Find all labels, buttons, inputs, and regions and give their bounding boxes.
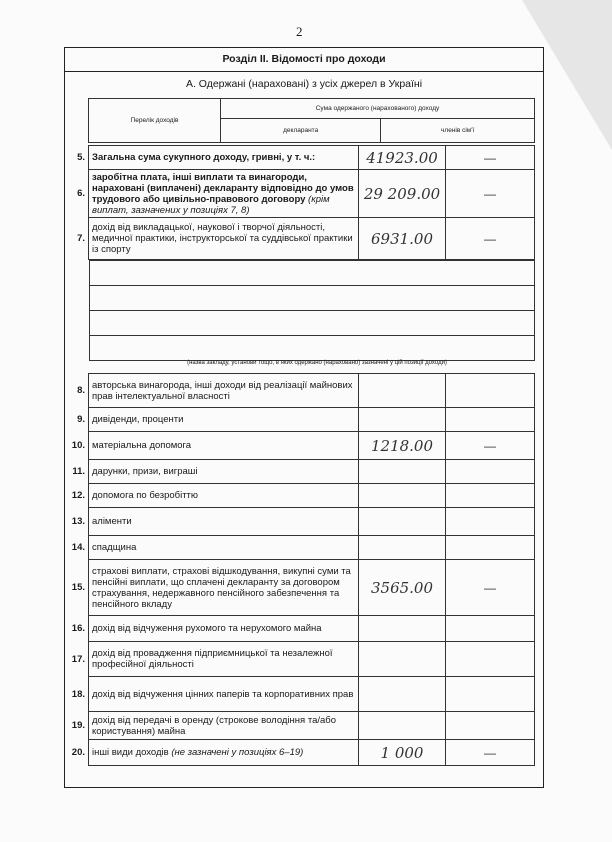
declarant-amount: 41923.00 — [359, 146, 446, 170]
amount-group-header: Сума одержаного (нарахованого) доходу — [221, 99, 535, 119]
row-label: аліменти — [89, 508, 359, 536]
row-label: інші види доходів (не зазначені у позиціях 6–19) — [89, 740, 359, 766]
row-number: 17. — [68, 642, 89, 677]
row-label-note: (не зазначені у позиціях 6–19) — [168, 747, 304, 758]
income-row — [68, 170, 535, 218]
institution-note: (назва закладу, установи тощо, в яких одержано (нараховано) зазначені у цій позиції доходи) — [187, 360, 447, 366]
declarant-amount: 3565.00 — [359, 560, 446, 616]
institution-blank-row — [90, 336, 535, 361]
income-row — [68, 740, 535, 766]
family-amount: — — [446, 560, 535, 616]
row-number: 14. — [68, 536, 89, 560]
row-label: дарунки, призи, виграші — [89, 460, 359, 484]
row-number: 9. — [68, 408, 89, 432]
family-amount — [446, 408, 535, 432]
row-number: 7. — [68, 218, 89, 260]
family-header: членів сім'ї — [381, 119, 535, 143]
subtitle: А. Одержані (нараховані) з усіх джерел в Україні — [185, 78, 423, 90]
row-number: 8. — [68, 374, 89, 408]
declarant-amount — [359, 408, 446, 432]
family-amount — [446, 712, 535, 740]
row-label: допомога по безробіттю — [89, 484, 359, 508]
declarant-amount — [359, 374, 446, 408]
row-number: 20. — [68, 740, 89, 766]
section-title: Розділ ІІ. Відомості про доходи — [65, 48, 543, 72]
row-number: 11. — [68, 460, 89, 484]
family-amount — [446, 460, 535, 484]
income-row — [68, 484, 535, 508]
family-amount: — — [446, 740, 535, 766]
declarant-amount — [359, 677, 446, 712]
income-row — [68, 712, 535, 740]
income-row — [68, 642, 535, 677]
row-label: матеріальна допомога — [89, 432, 359, 460]
row-label: дохід від викладацької, наукової і творчої діяльності, медичної практики, інструкторської та суддівської практики із спорту — [89, 218, 359, 260]
family-amount — [446, 677, 535, 712]
row-number: 12. — [68, 484, 89, 508]
institution-blank-row — [90, 261, 535, 286]
family-amount — [446, 508, 535, 536]
family-amount — [446, 616, 535, 642]
row-label: страхові виплати, страхові відшкодування, викупні суми та пенсійні виплати, що сплачені декларанту за договором страхування, недержавного пенсійного забезпечення та пенсійного вкладу — [89, 560, 359, 616]
income-row — [68, 536, 535, 560]
income-table-rows-top — [68, 145, 535, 260]
declarant-amount — [359, 616, 446, 642]
declarant-header: декларанта — [221, 119, 381, 143]
declarant-amount — [359, 484, 446, 508]
row-label: авторська винагорода, інші доходи від реалізації майнових прав інтелектуальної власності — [89, 374, 359, 408]
income-row — [68, 460, 535, 484]
declarant-amount — [359, 536, 446, 560]
row-number: 6. — [68, 170, 89, 218]
family-amount: — — [446, 432, 535, 460]
income-row — [68, 677, 535, 712]
row-number: 10. — [68, 432, 89, 460]
row-number: 15. — [68, 560, 89, 616]
row-label: дохід від передачі в оренду (строкове володіння та/або користування) майна — [89, 712, 359, 740]
declarant-amount — [359, 460, 446, 484]
income-row — [68, 218, 535, 260]
income-row — [68, 432, 535, 460]
income-row — [68, 408, 535, 432]
family-amount: — — [446, 146, 535, 170]
income-table-rows-bottom — [68, 373, 535, 766]
institution-blank-row — [90, 286, 535, 311]
declarant-amount — [359, 712, 446, 740]
family-amount — [446, 484, 535, 508]
row-number: 13. — [68, 508, 89, 536]
institution-blank-table — [89, 260, 535, 361]
row-label: дохід від відчуження рухомого та нерухомого майна — [89, 616, 359, 642]
declarant-amount: 29 209.00 — [359, 170, 446, 218]
row-label: заробітна плата, інші виплати та винагороди, нараховані (виплачені) декларанту відповідно до умов трудового або цивільно-правового договору (крім виплат, зазначених у позиціях 7, 8) — [89, 170, 359, 218]
family-amount: — — [446, 218, 535, 260]
family-amount: — — [446, 170, 535, 218]
declarant-amount — [359, 642, 446, 677]
row-label: дохід від провадження підприємницької та незалежної професійної діяльності — [89, 642, 359, 677]
declarant-amount — [359, 508, 446, 536]
page-number: 2 — [296, 24, 303, 39]
row-number: 18. — [68, 677, 89, 712]
income-row — [68, 146, 535, 170]
list-header: Перелік доходів — [89, 99, 221, 143]
row-label: дохід від відчуження цінних паперів та корпоративних прав — [89, 677, 359, 712]
row-label: спадщина — [89, 536, 359, 560]
income-table-top — [68, 98, 535, 143]
declarant-amount: 6931.00 — [359, 218, 446, 260]
family-amount — [446, 642, 535, 677]
income-row — [68, 374, 535, 408]
row-number: 16. — [68, 616, 89, 642]
income-row — [68, 616, 535, 642]
row-label: Загальна сума сукупного доходу, гривні, у т. ч.: — [89, 146, 359, 170]
income-row — [68, 508, 535, 536]
family-amount — [446, 536, 535, 560]
declarant-amount: 1218.00 — [359, 432, 446, 460]
row-label: дивіденди, проценти — [89, 408, 359, 432]
family-amount — [446, 374, 535, 408]
institution-blank-row — [90, 311, 535, 336]
row-number: 5. — [68, 146, 89, 170]
declarant-amount: 1 000 — [359, 740, 446, 766]
income-row — [68, 560, 535, 616]
row-number: 19. — [68, 712, 89, 740]
row-label-note: (крім виплат, зазначених у позиціях 7, 8) — [92, 193, 330, 216]
